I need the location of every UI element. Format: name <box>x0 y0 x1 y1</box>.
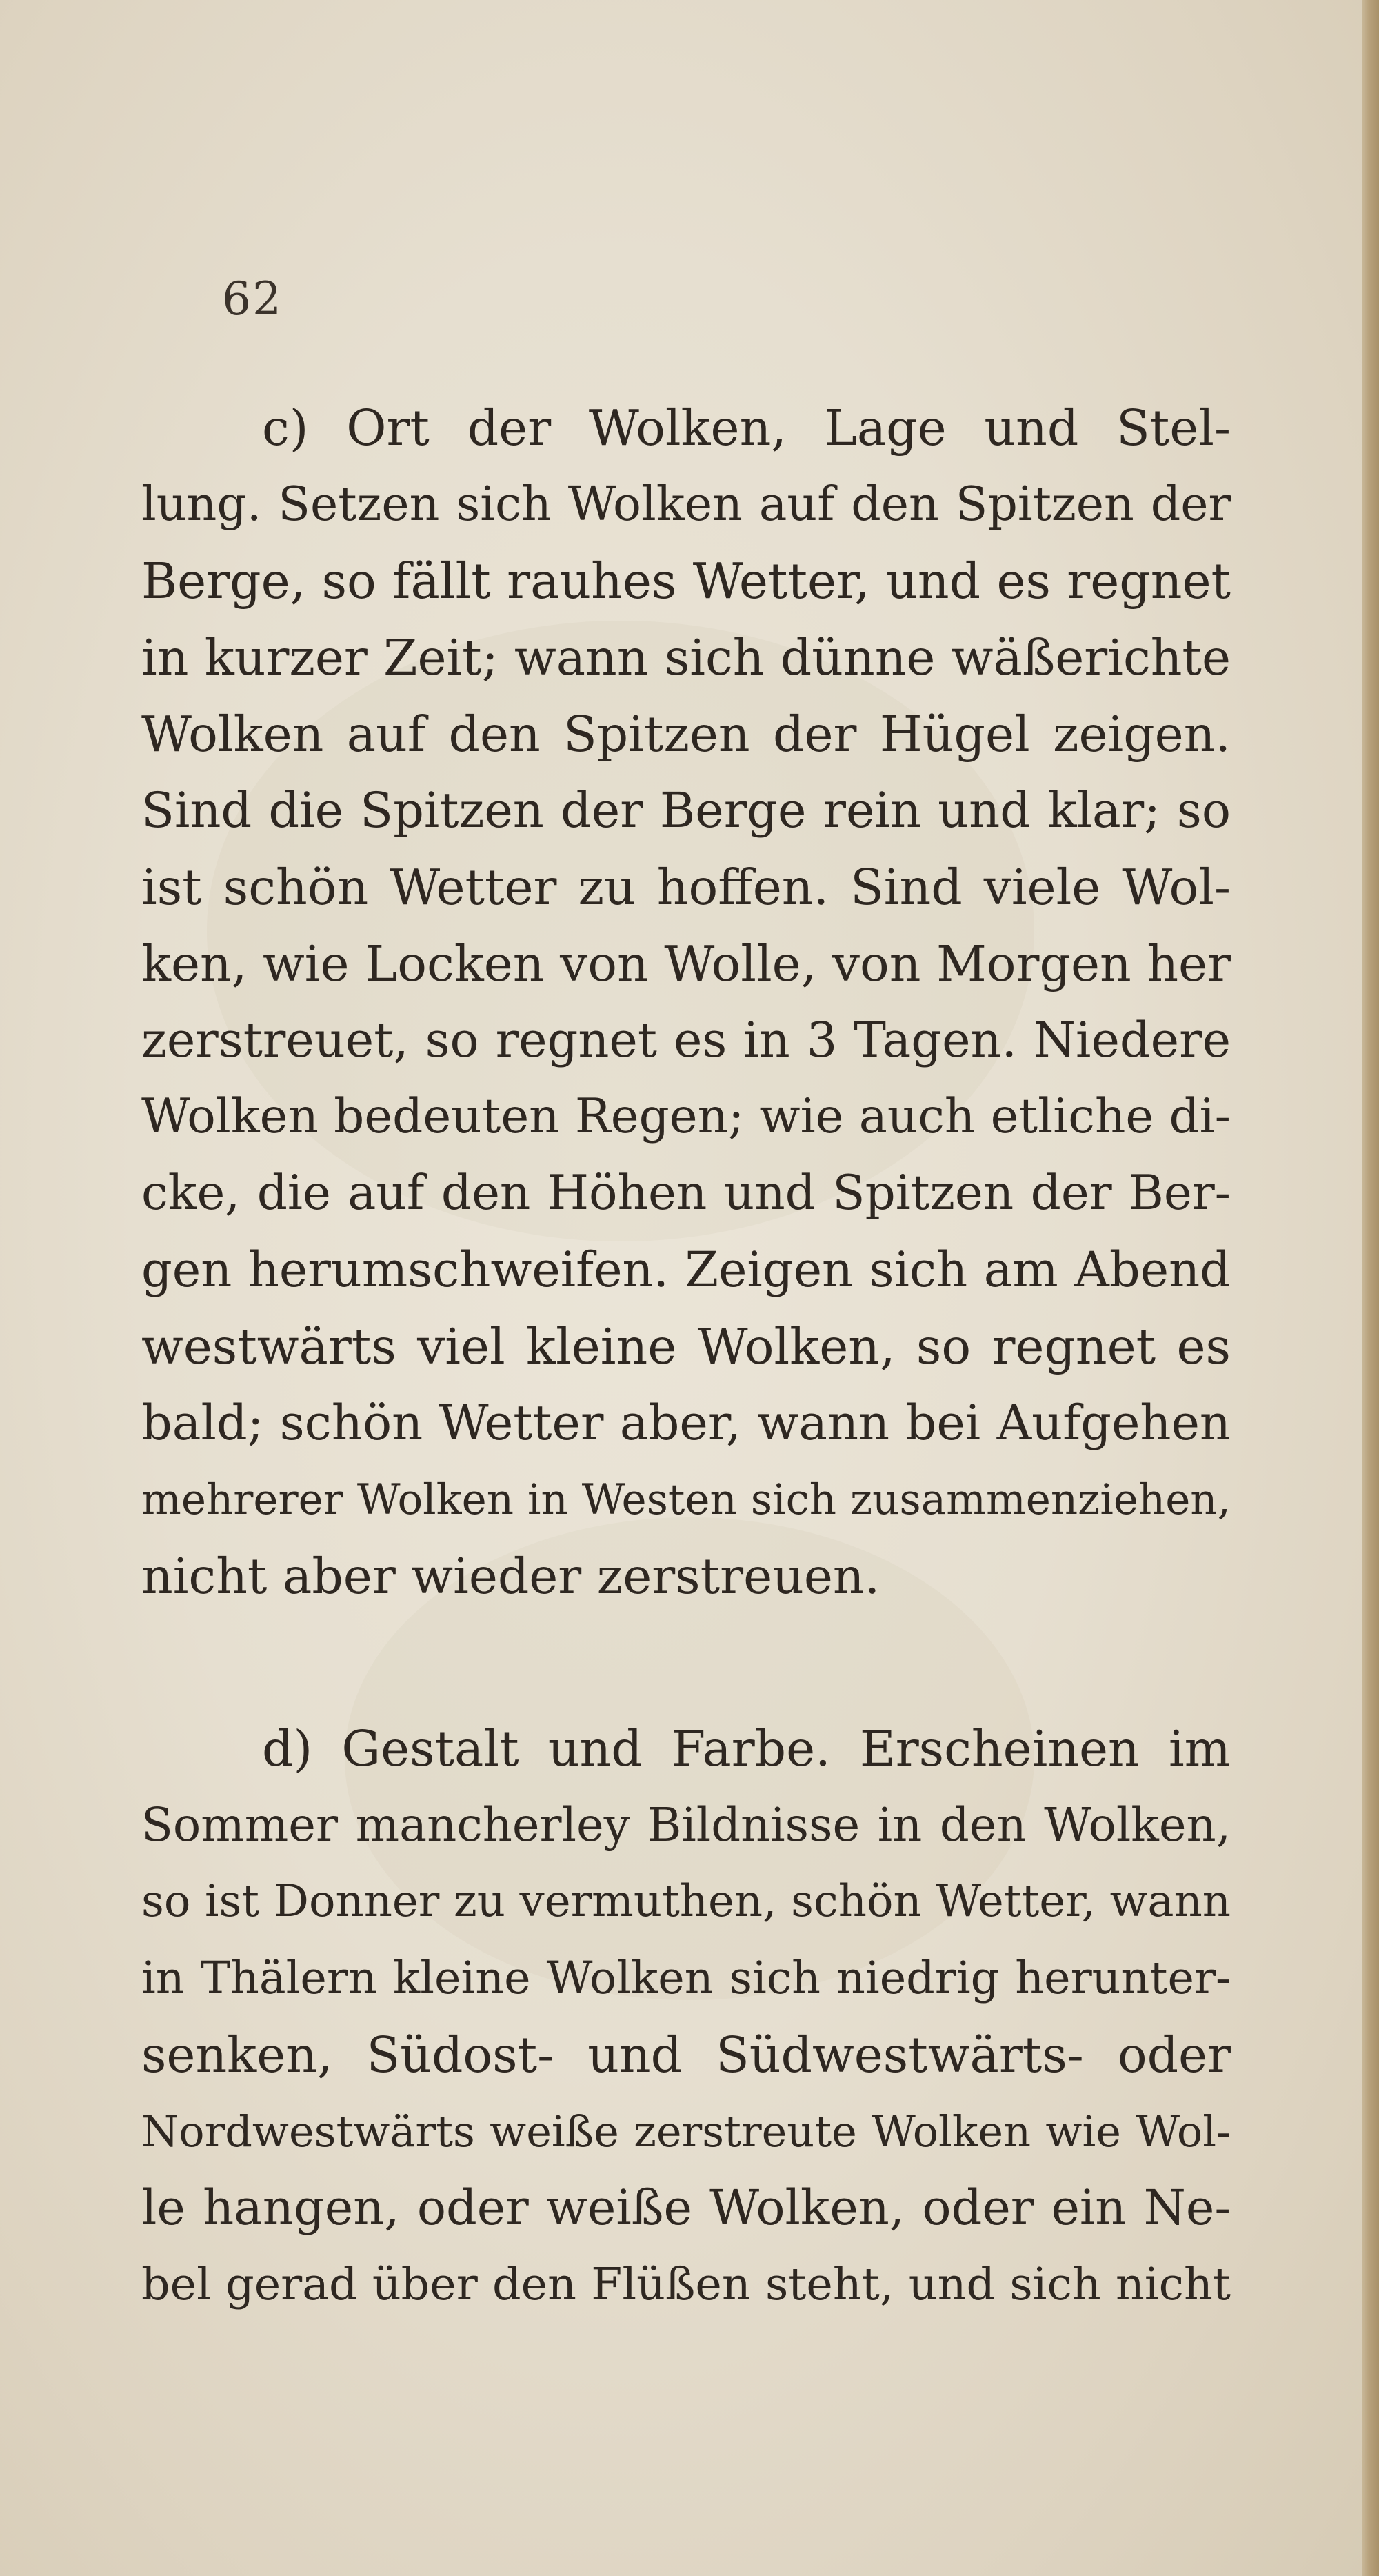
text-line: ist schön Wetter zu hoffen. Sind viele Wol- <box>141 859 1231 916</box>
text-line: cke, die auf den Höhen und Spitzen der Ber- <box>141 1166 1231 1221</box>
text-line: senken, Südost- und Südwestwärts- oder <box>141 2026 1231 2084</box>
text-line: mehrerer Wolken in Westen sich zusammenziehen, <box>141 1475 1231 1524</box>
text-line: d) Gestalt und Farbe. Erscheinen im <box>262 1720 1231 1777</box>
text-line: gen herumschweifen. Zeigen sich am Abend <box>141 1241 1231 1298</box>
text-line: c) Ort der Wolken, Lage und Stel- <box>262 399 1231 457</box>
text-line: in Thälern kleine Wolken sich niedrig herunter- <box>141 1953 1231 2004</box>
text-line: nicht aber wieder zerstreuen. <box>141 1548 880 1605</box>
text-line: lung. Setzen sich Wolken auf den Spitzen der <box>141 477 1231 532</box>
text-line: bald; schön Wetter aber, wann bei Aufgehen <box>141 1395 1231 1451</box>
text-line: Berge, so fällt rauhes Wetter, und es regnet <box>141 552 1231 610</box>
text-line: so ist Donner zu vermuthen, schön Wetter, wann <box>141 1876 1231 1927</box>
text-line: Sommer mancherley Bildnisse in den Wolken, <box>141 1798 1231 1852</box>
text-line: ken, wie Locken von Wolle, von Morgen her <box>141 935 1231 992</box>
text-line: zerstreuet, so regnet es in 3 Tagen. Niedere <box>141 1012 1231 1068</box>
text-line: Nordwestwärts weiße zerstreute Wolken wie Wol- <box>141 2106 1231 2157</box>
page-edge <box>1362 0 1379 2576</box>
text-line: Sind die Spitzen der Berge rein und klar; so <box>141 782 1231 839</box>
text-line: westwärts viel kleine Wolken, so regnet es <box>141 1318 1231 1375</box>
text-line: Wolken bedeuten Regen; wie auch etliche di- <box>141 1089 1231 1144</box>
paragraph-c <box>141 390 1231 1615</box>
text-line: Wolken auf den Spitzen der Hügel zeigen. <box>141 706 1231 763</box>
text-line: bel gerad über den Flüßen steht, und sich nicht <box>141 2259 1231 2310</box>
paragraph-d <box>141 1710 1231 2323</box>
text-line: le hangen, oder weiße Wolken, oder ein Ne- <box>141 2179 1231 2236</box>
text-line: in kurzer Zeit; wann sich dünne wäßerichte <box>141 629 1231 686</box>
page-number: 62 <box>222 272 283 326</box>
